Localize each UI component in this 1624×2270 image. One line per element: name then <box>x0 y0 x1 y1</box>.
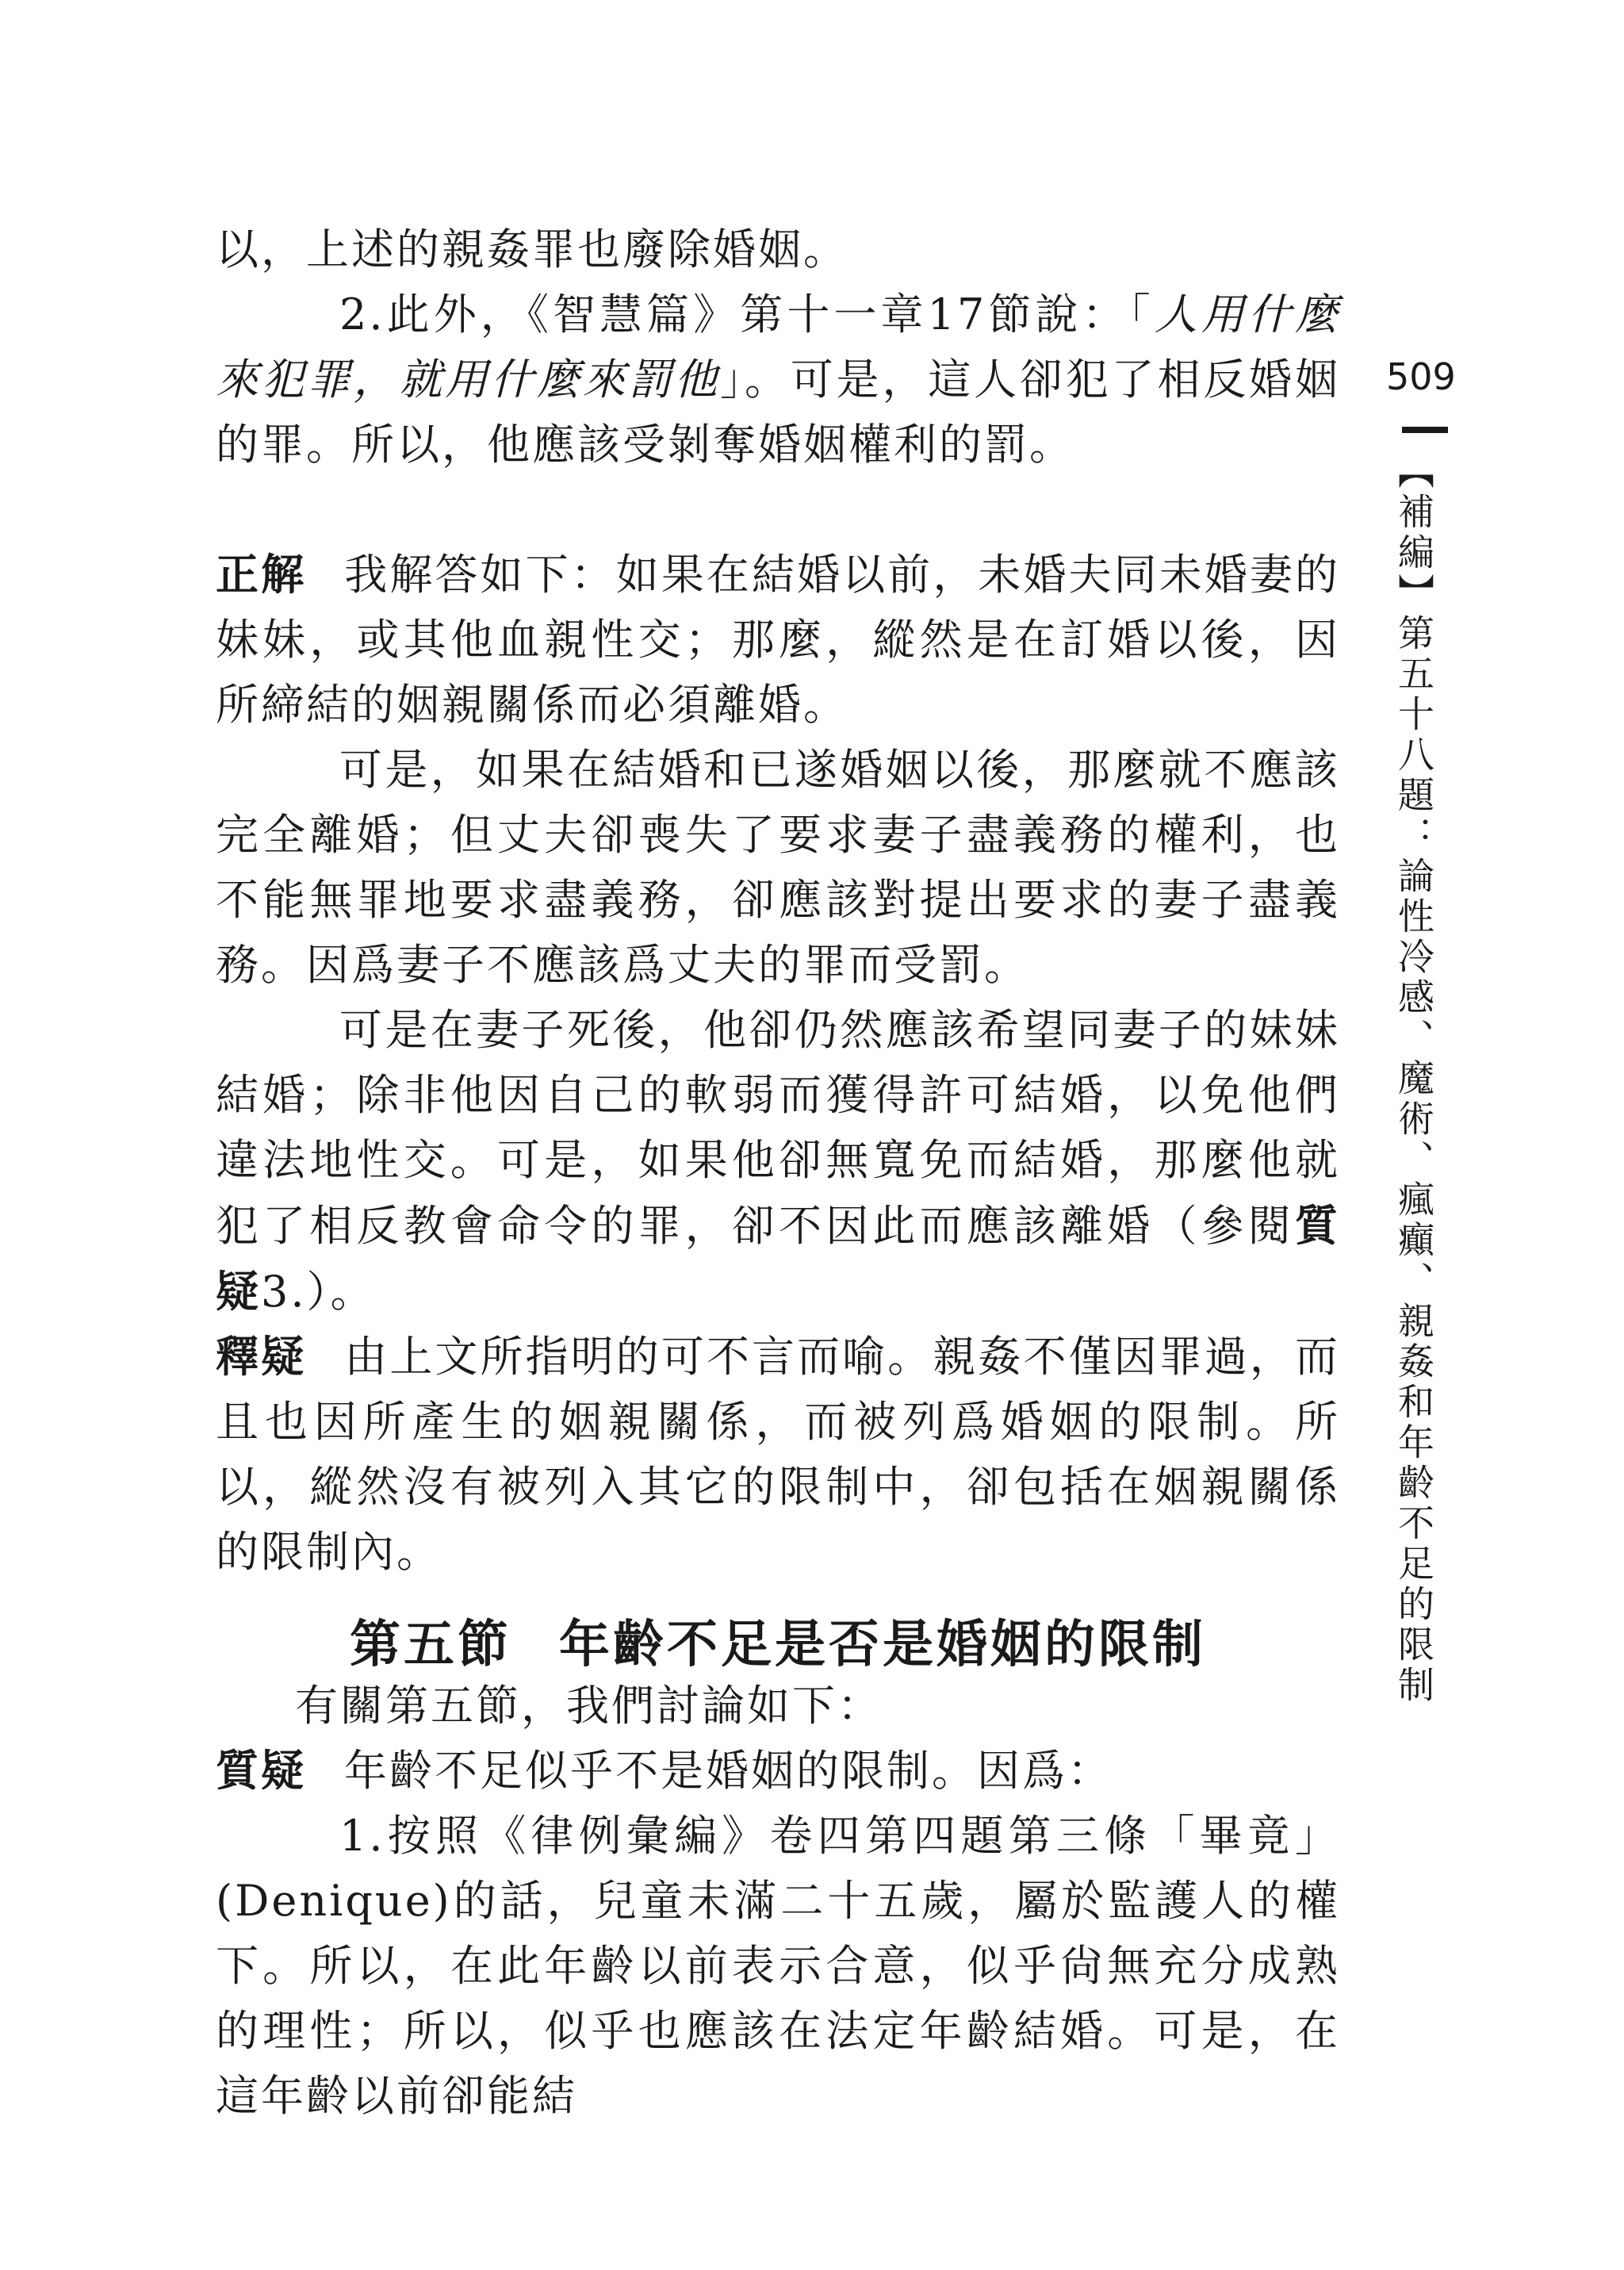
page-number: 509 <box>1386 355 1456 398</box>
paragraph-objection <box>216 1739 1340 1804</box>
paragraph-answer <box>216 543 1340 738</box>
paragraph-text: 有關第五節，我們討論如下： <box>295 1681 883 1731</box>
paragraph-text: 由上文所指明的可不言而喻。親姦不僅因罪過，而且也因所產生的姻親關係，而被列爲婚姻的限制。所以，縱然沒有被列入其它的限制中，卻包括在姻親關係的限制內。 <box>216 1332 1341 1577</box>
paragraph-continuation <box>216 217 1340 282</box>
cross-reference: 質疑 <box>216 1200 1340 1317</box>
paragraph-text: 」。可是，這人卻犯了相反婚姻的罪。所以，他應該受剝奪婚姻權利的罰。 <box>216 355 1341 470</box>
paragraph-answer-2 <box>216 738 1340 998</box>
paragraph-text: 可是在妻子死後，他卻仍然應該希望同妻子的妹妹結婚；除非他因自己的軟弱而獲得許可結婚，以免他們違法地性交。可是，如果他卻無寬免而結婚，那麼他就犯了相反教會命令的罪，卻不因此而應該離婚（參閱 <box>216 1005 1340 1251</box>
paragraph-text: 3.）。 <box>261 1267 376 1317</box>
answer-label: 正解 <box>216 550 307 600</box>
section-intro <box>216 1674 1340 1739</box>
header-rule <box>1402 427 1448 433</box>
paragraph-reply <box>216 1325 1340 1585</box>
paragraph-objection-2 <box>216 282 1340 477</box>
paragraph-text: 2.此外，《智慧篇》第十一章17節說：「 <box>339 290 1155 339</box>
scripture-quote: 人用什麼來犯罪，就用什麼來罰他 <box>216 290 1341 405</box>
running-header: 【補編】第五十八題：論性冷感、魔術、瘋癲、親姦和年齡不足的限制 <box>1392 452 1435 1706</box>
section-number: 第五節 <box>350 1615 511 1674</box>
paragraph-answer-3 <box>216 998 1340 1325</box>
paragraph-objection-1 <box>216 1804 1340 2129</box>
objection-label: 質疑 <box>216 1746 306 1796</box>
paragraph-text: 以，上述的親姦罪也廢除婚姻。 <box>216 224 848 274</box>
section-heading <box>216 1604 1340 1677</box>
paragraph-text: 可是，如果在結婚和已遂婚姻以後，那麼就不應該完全離婚；但丈夫卻喪失了要求妻子盡義務的權利，也不能無罪地要求盡義務，卻應該對提出要求的妻子盡義務。因爲妻子不應該爲丈夫的罪而受罰。 <box>216 745 1340 990</box>
reply-label: 釋疑 <box>216 1332 307 1382</box>
paragraph-text: 年齡不足似乎不是婚姻的限制。因爲： <box>344 1746 1113 1796</box>
section-title: 年齡不足是否是婚姻的限制 <box>559 1615 1206 1674</box>
paragraph-text: 1.按照《律例彙編》卷四第四題第三條「畢竟」(Denique)的話，兒童未滿二十五歲，屬於監護人的權下。所以，在此年齡以前表示合意，似乎尙無充分成熟的理性；所以，似乎也應該在法定年齡結婚。可是，在這年齡以前卻能結 <box>216 1811 1340 2121</box>
paragraph-text: 我解答如下：如果在結婚以前，未婚夫同未婚妻的妹妹，或其他血親性交；那麼，縱然是在訂婚以後，因所締結的姻親關係而必須離婚。 <box>216 550 1341 730</box>
